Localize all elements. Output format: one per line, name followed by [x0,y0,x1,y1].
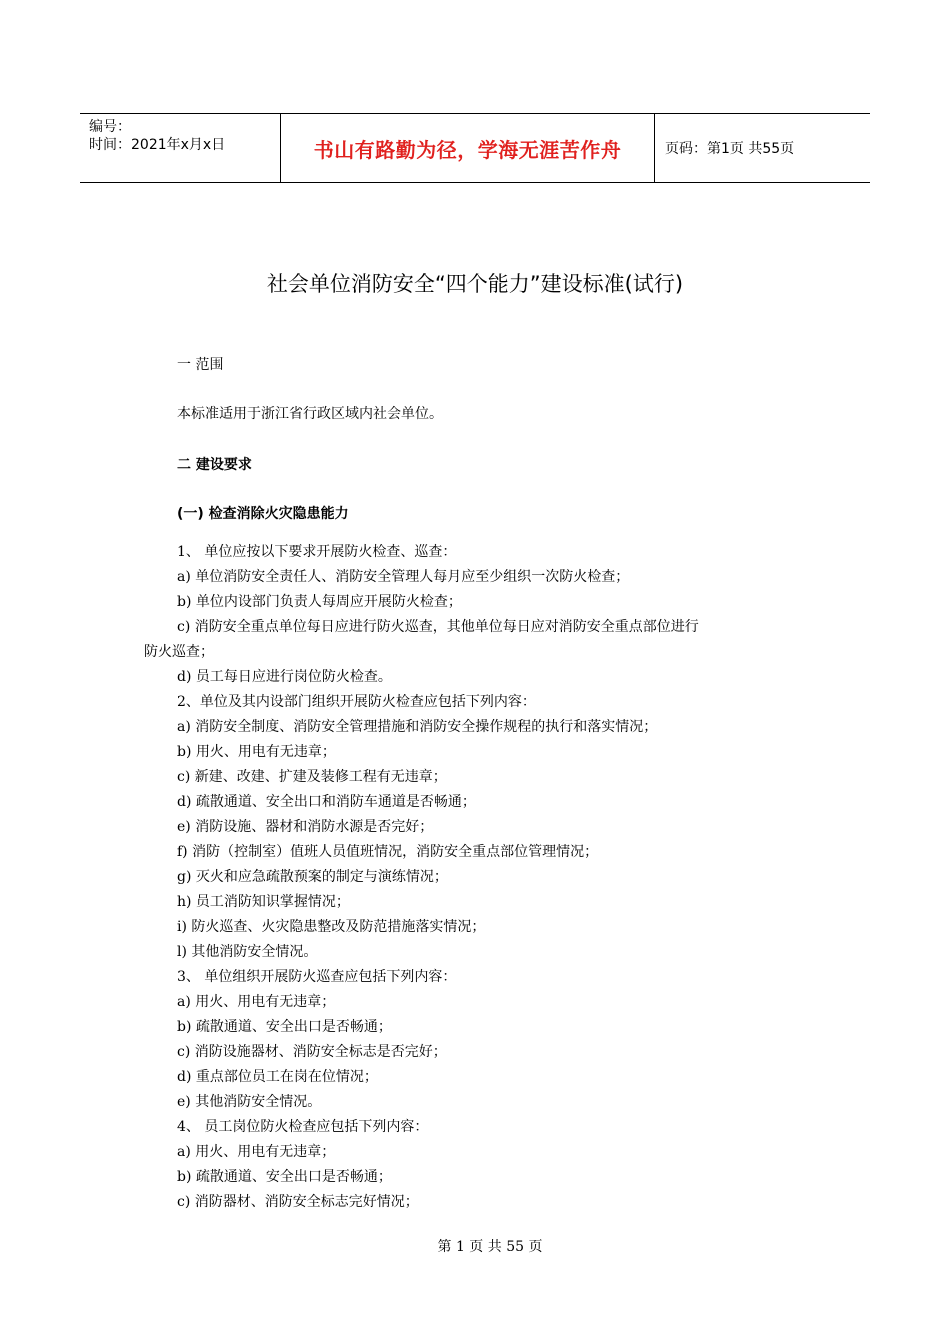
header-motto: 书山有路勤为径，学海无涯苦作舟 [281,114,655,182]
body-line: l) 其他消防安全情况。 [177,944,318,960]
body-line: e) 其他消防安全情况。 [177,1094,322,1110]
body-line: 1、 单位应按以下要求开展防火检查、巡查： [177,544,457,560]
section-heading-requirements: 二 建设要求 [177,457,252,473]
body-line: d) 重点部位员工在岗在位情况； [177,1069,378,1085]
body-line: h) 员工消防知识掌握情况； [177,894,350,910]
page-footer: 第 1 页 共 55 页 [437,1239,543,1255]
section-heading-scope: 一 范围 [177,357,224,373]
header-page-info: 页码：第1页 共55页 [665,141,795,157]
document-header [80,113,870,183]
body-line: a) 用火、用电有无违章； [177,994,336,1010]
body-line: b) 单位内设部门负责人每周应开展防火检查； [177,594,462,610]
subsection-heading: (一) 检查消除火灾隐患能力 [177,506,349,522]
document-number-label: 编号： [89,119,131,135]
body-line: g) 灭火和应急疏散预案的制定与演练情况； [177,869,448,885]
document-title: 社会单位消防安全“四个能力”建设标准(试行) [266,272,684,296]
body-line: c) 新建、改建、扩建及装修工程有无违章； [177,769,447,785]
body-line: 2、单位及其内设部门组织开展防火检查应包括下列内容： [177,694,536,710]
body-line: c) 消防器材、消防安全标志完好情况； [177,1194,419,1210]
body-line: 4、 员工岗位防火检查应包括下列内容： [177,1119,429,1135]
document-time-label: 时间：2021年x月x日 [89,137,226,153]
body-line: b) 用火、用电有无违章； [177,744,336,760]
body-line: a) 用火、用电有无违章； [177,1144,336,1160]
body-line: d) 员工每日应进行岗位防火检查。 [177,669,392,685]
body-line: e) 消防设施、器材和消防水源是否完好； [177,819,434,835]
body-line: a) 单位消防安全责任人、消防安全管理人每月应至少组织一次防火检查； [177,569,630,585]
section-text-scope: 本标准适用于浙江省行政区域内社会单位。 [177,406,443,422]
body-line: 3、 单位组织开展防火巡查应包括下列内容： [177,969,457,985]
body-line: a) 消防安全制度、消防安全管理措施和消防安全操作规程的执行和落实情况； [177,719,658,735]
body-line: 防火巡查； [144,644,214,660]
body-line: c) 消防安全重点单位每日应进行防火巡查，其他单位每日应对消防安全重点部位进行 [177,619,699,635]
body-line: b) 疏散通道、安全出口是否畅通； [177,1169,392,1185]
body-line: f) 消防（控制室）值班人员值班情况，消防安全重点部位管理情况； [177,844,599,860]
body-line: c) 消防设施器材、消防安全标志是否完好； [177,1044,447,1060]
header-meta-cell [80,114,281,182]
body-line: i) 防火巡查、火灾隐患整改及防范措施落实情况； [177,919,486,935]
body-line: d) 疏散通道、安全出口和消防车通道是否畅通； [177,794,476,810]
body-line: b) 疏散通道、安全出口是否畅通； [177,1019,392,1035]
